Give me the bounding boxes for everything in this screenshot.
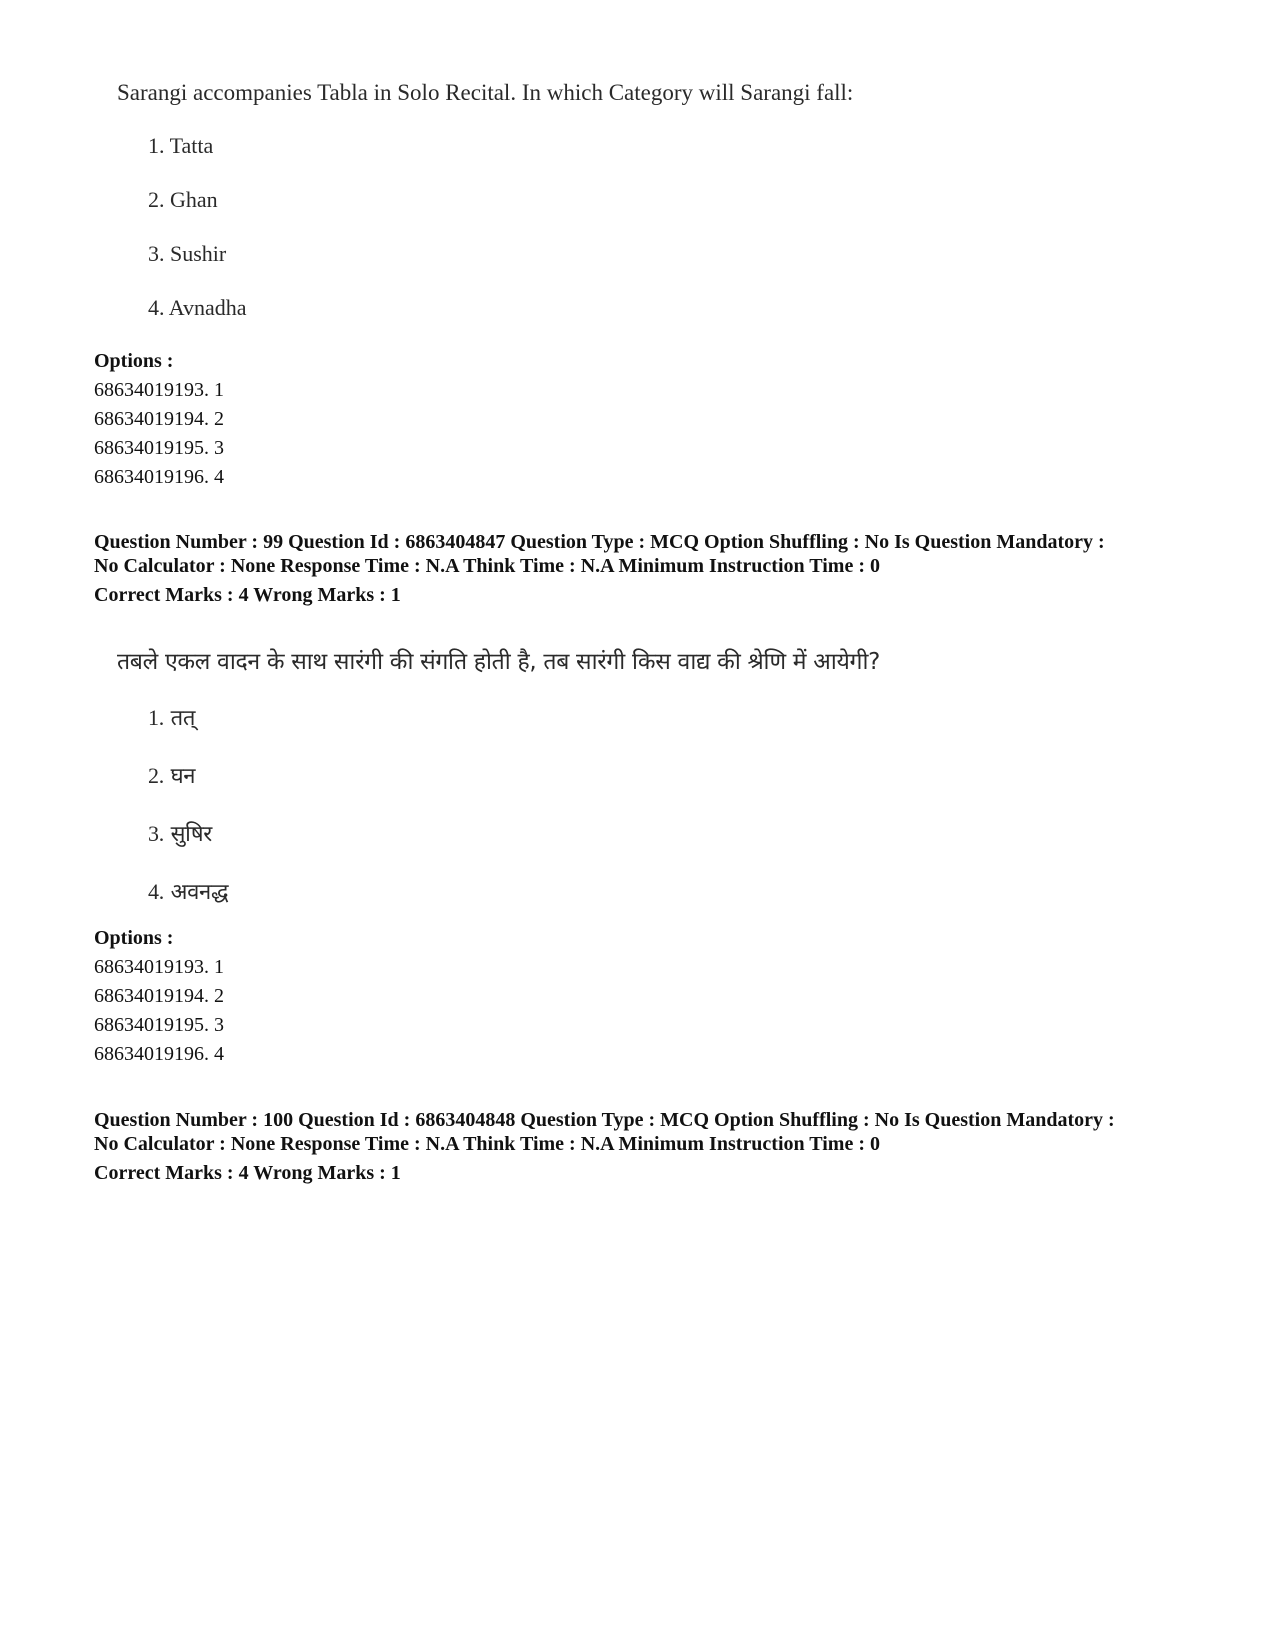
question-98-text: Sarangi accompanies Tabla in Solo Recital. In which Category will Sarangi fall: <box>117 80 854 105</box>
choice-2: 2. Ghan <box>148 187 218 212</box>
choice-4: 4. Avnadha <box>148 295 247 320</box>
question-99-text: तबले एकल वादन के साथ सारंगी की संगति होती है, तब सारंगी किस वाद्य की श्रेणि में आयेगी? <box>117 649 881 675</box>
q99-option-3: 68634019195. 3 <box>94 1014 224 1036</box>
q99-options-label: Options : <box>94 927 174 949</box>
hindi-choice-4-number: 4. <box>148 879 164 904</box>
option-2: 68634019194. 2 <box>94 408 224 430</box>
option-3: 68634019195. 3 <box>94 437 224 459</box>
q99-option-4: 68634019196. 4 <box>94 1043 224 1065</box>
question-99-meta-line2: No Calculator : None Response Time : N.A Think Time : N.A Minimum Instruction Time : 0 <box>94 555 880 577</box>
hindi-choice-3 <box>148 818 212 848</box>
hindi-choice-1-text: तत् <box>170 706 196 731</box>
hindi-choice-2-number: 2. <box>148 763 164 788</box>
hindi-choice-1 <box>148 702 195 732</box>
hindi-choice-4 <box>148 876 228 906</box>
options-label: Options : <box>94 350 174 372</box>
option-4: 68634019196. 4 <box>94 466 224 488</box>
hindi-choice-2 <box>148 760 195 790</box>
question-99-meta-line1: Question Number : 99 Question Id : 6863404847 Question Type : MCQ Option Shuffling : No Is Question Mandatory : <box>94 531 1105 553</box>
question-100-marks: Correct Marks : 4 Wrong Marks : 1 <box>94 1162 401 1184</box>
question-100-meta-line1: Question Number : 100 Question Id : 6863404848 Question Type : MCQ Option Shuffling : No Is Question Mandatory : <box>94 1109 1115 1131</box>
hindi-choice-2-text: घन <box>170 764 196 789</box>
q99-option-2: 68634019194. 2 <box>94 985 224 1007</box>
option-1: 68634019193. 1 <box>94 379 224 401</box>
question-99-marks: Correct Marks : 4 Wrong Marks : 1 <box>94 584 401 606</box>
question-100-meta-line2: No Calculator : None Response Time : N.A Think Time : N.A Minimum Instruction Time : 0 <box>94 1133 880 1155</box>
choice-3: 3. Sushir <box>148 241 227 266</box>
hindi-choice-4-text: अवनद्ध <box>170 880 229 905</box>
choice-1: 1. Tatta <box>148 133 214 158</box>
hindi-choice-1-number: 1. <box>148 705 164 730</box>
hindi-choice-3-number: 3. <box>148 821 164 846</box>
hindi-choice-3-text: सुषिर <box>170 822 212 847</box>
q99-option-1: 68634019193. 1 <box>94 956 224 978</box>
